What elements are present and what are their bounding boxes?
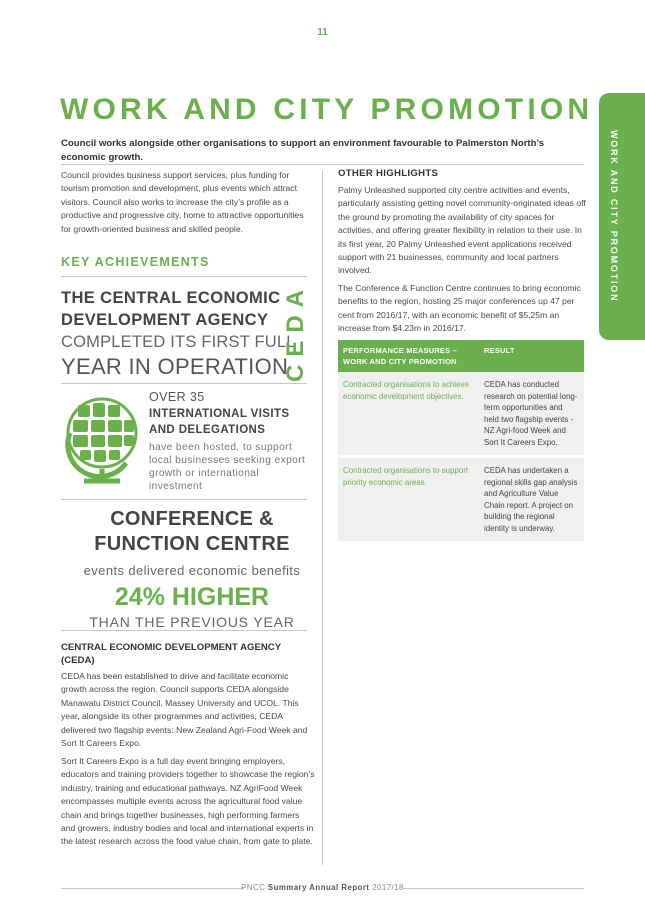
ceda-highlight-line3: COMPLETED ITS FIRST FULL (61, 333, 296, 351)
ceda-highlight-line4: YEAR IN OPERATION (61, 354, 289, 379)
ceda-section-para2: Sort It Careers Expo is a full day event bringing employers, educators and training providers together to showcase the region’s industry, training and educational pathways. NZ AgriFood Week encompasses multiple events across the agricultural food value chain and brings together businesses, high performing farmers and growers, industry bodies and local and international experts in the latest research across the food value chain, from gate to plate. (61, 756, 315, 847)
conference-line2: FUNCTION CENTRE (94, 533, 290, 555)
other-highlights-para1: Palmy Unleashed supported city centre activities and events, particularly assisting getting novel community-originated ideas off the ground by promoting the availability of city spaces for activities, and offering greater flexibility in relation to their use. In its first year, 20 Palmy Unleashed event applications received support with 21 businesses, community and local partners involved. (338, 185, 586, 276)
international-line2: AND DELEGATIONS (149, 424, 266, 436)
table-row (338, 372, 584, 457)
table-header-measure-line1: PERFORMANCE MEASURES – (343, 346, 457, 355)
intro-divider (61, 164, 584, 165)
table-header-measure-line2: WORK AND CITY PROMOTION (343, 357, 457, 366)
ceda-highlight (61, 287, 296, 381)
footer-report-name: Summary Annual Report (267, 883, 370, 892)
intro-text: Council works alongside other organisations to support an environment favourable to Palmerston North’s economic growth. (61, 138, 545, 163)
table-cell-result: CEDA has undertaken a regional skills gap analysis and Agriculture Value Chain report. A project on building the regional identity is underway. (479, 457, 584, 542)
left-body-text: Council provides business support services, plus funding for tourism promotion and development, plus events which attract visitors. Council also works to increase the city’s profile as a productive and progressive city, home to attractive opportunities for growth-oriented business and skilled people. (61, 170, 304, 234)
page-title: WORK AND CITY PROMOTION (60, 93, 594, 126)
international-over: OVER 35 (149, 390, 205, 404)
other-highlights-heading: OTHER HIGHLIGHTS (338, 168, 439, 179)
ceda-highlight-line2: DEVELOPMENT AGENCY (61, 311, 269, 329)
ceda-section-heading: CENTRAL ECONOMIC DEVELOPMENT AGENCY (CEDA) (61, 642, 281, 666)
section-side-tab[interactable] (599, 93, 645, 340)
international-line1: INTERNATIONAL VISITS (149, 408, 290, 420)
globe-icon (60, 389, 144, 494)
footer-prefix: PNCC (241, 883, 266, 892)
ceda-divider (61, 383, 307, 384)
table-header-row (338, 340, 584, 372)
footer (0, 883, 645, 892)
international-heading (149, 406, 289, 438)
ceda-vertical-label: CEDA (282, 282, 309, 383)
ceda-section-para1: CEDA has been established to drive and facilitate economic growth across the region. Council supports CEDA alongside Manawatu District Council, Massey University and UCOL. This year, alongside its other programmes and activities, CEDA delivered two flagship events: New Zealand Agri-Food Week and Sort It Careers Expo. (61, 671, 308, 749)
table-header-result: RESULT (479, 340, 584, 372)
table-cell-measure: Contracted organisations to support priority economic areas. (338, 457, 479, 542)
conference-line3: events delivered economic benefits (83, 563, 301, 578)
conference-divider (61, 630, 307, 631)
table-cell-result: CEDA has conducted research on potential long-term opportunities and held two flagship events - NZ Agri-food Week and Sort It Careers Expo. (479, 372, 584, 457)
ceda-highlight-line1: THE CENTRAL ECONOMIC (61, 289, 281, 307)
side-tab-label: WORK AND CITY PROMOTION (609, 130, 619, 303)
conference-line4: 24% HIGHER (114, 583, 270, 611)
page-number: 11 (317, 27, 328, 38)
other-highlights-para2: The Conference & Function Centre continues to bring economic benefits to the region, hosting 25 major conferences up 47 per cent from 2016/17, with an economic benefit of $5.25m an increase from $4.23m in 2016/17. (338, 283, 581, 334)
international-description: have been hosted, to support local businesses seeking export growth or international investment (149, 442, 306, 492)
conference-line1: CONFERENCE & (110, 508, 274, 530)
key-achievements-heading: KEY ACHIEVEMENTS (61, 255, 210, 269)
conference-line5: THAN THE PREVIOUS YEAR (89, 614, 295, 630)
footer-year: 2017/18 (372, 883, 404, 892)
table-header-measure (338, 340, 479, 372)
international-divider (61, 499, 307, 500)
table-cell-measure: Contracted organisations to achieve economic development objectives. (338, 372, 479, 457)
table-row (338, 457, 584, 542)
key-achievements-divider (61, 276, 307, 277)
performance-table (338, 340, 584, 541)
conference-highlight (61, 507, 323, 632)
